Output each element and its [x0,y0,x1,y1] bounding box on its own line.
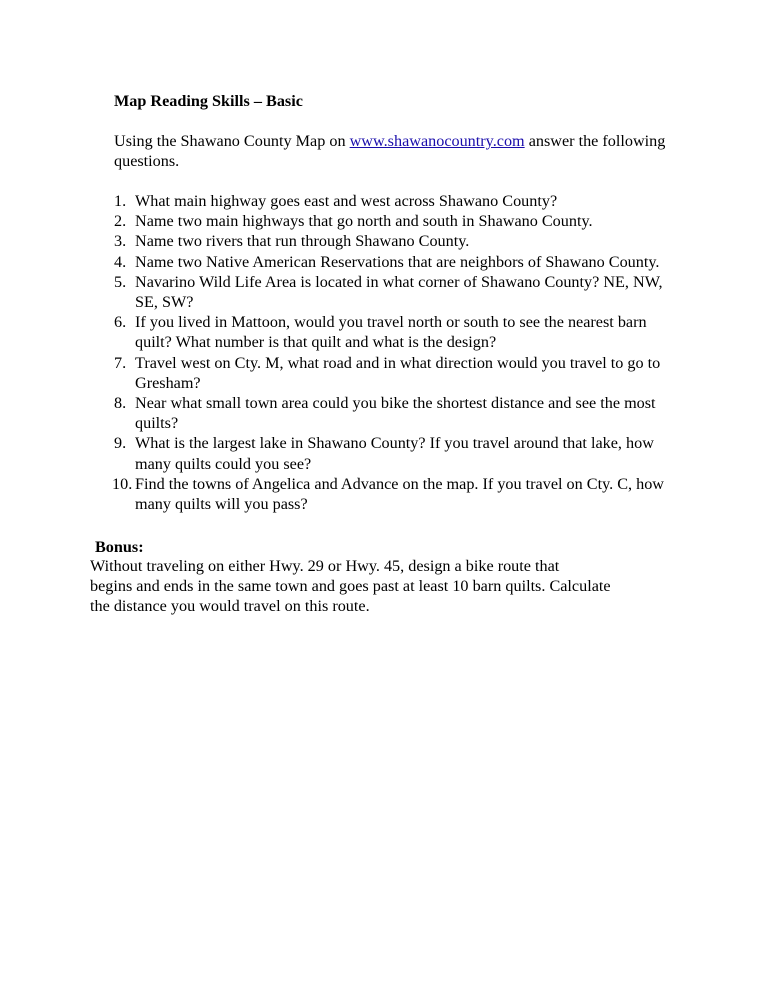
question-item [114,474,674,514]
question-item [114,393,674,433]
question-text: If you lived in Mattoon, would you travel north or south to see the nearest barn quilt? What number is that quilt and what is the design? [135,313,647,352]
question-number: 8. [114,394,127,413]
bonus-line: the distance you would travel on this route. [90,597,370,616]
intro-paragraph [114,131,674,171]
question-text: What is the largest lake in Shawano County? If you travel around that lake, how many quilts could you see? [135,434,654,473]
intro-text-after-link: answer the following questions. [114,132,666,171]
question-number: 7. [114,353,127,372]
question-number: 3. [114,232,127,251]
bonus-paragraph [90,556,680,617]
question-item [114,191,674,211]
bonus-label: Bonus: [95,538,144,556]
shawano-country-link[interactable]: www.shawanocountry.com [349,132,525,150]
question-number: 2. [114,212,127,231]
question-text: Travel west on Cty. M, what road and in what direction would you travel to go to Gresham? [135,353,661,392]
question-text: Name two main highways that go north and south in Shawano County. [135,212,593,231]
question-item [114,312,674,352]
question-item [114,231,674,251]
intro-text-before-link: Using the Shawano County Map on [114,132,350,150]
question-text: Name two rivers that run through Shawano County. [135,232,470,251]
question-item [114,433,674,473]
question-item [114,272,674,312]
bonus-line: begins and ends in the same town and goes past at least 10 barn quilts. Calculate [90,577,611,596]
question-text: Navarino Wild Life Area is located in what corner of Shawano County? NE, NW, SE, SW? [135,272,663,312]
question-item [114,211,674,231]
question-text: What main highway goes east and west across Shawano County? [135,192,558,210]
question-number: 1. [114,192,127,210]
question-number: 4. [114,252,127,271]
question-number: 9. [114,434,127,453]
question-text: Find the towns of Angelica and Advance on the map. If you travel on Cty. C, how many quilts will you pass? [135,474,664,514]
question-text: Name two Native American Reservations that are neighbors of Shawano County. [135,252,660,271]
question-text: Near what small town area could you bike the shortest distance and see the most quilts? [135,394,656,433]
page-title: Map Reading Skills – Basic [114,92,303,110]
question-item [114,353,674,393]
question-number: 6. [114,313,127,332]
question-list [114,191,674,514]
question-number: 10. [112,474,133,493]
question-item [114,252,674,272]
question-number: 5. [114,272,127,291]
bonus-line: Without traveling on either Hwy. 29 or Hwy. 45, design a bike route that [90,557,560,575]
